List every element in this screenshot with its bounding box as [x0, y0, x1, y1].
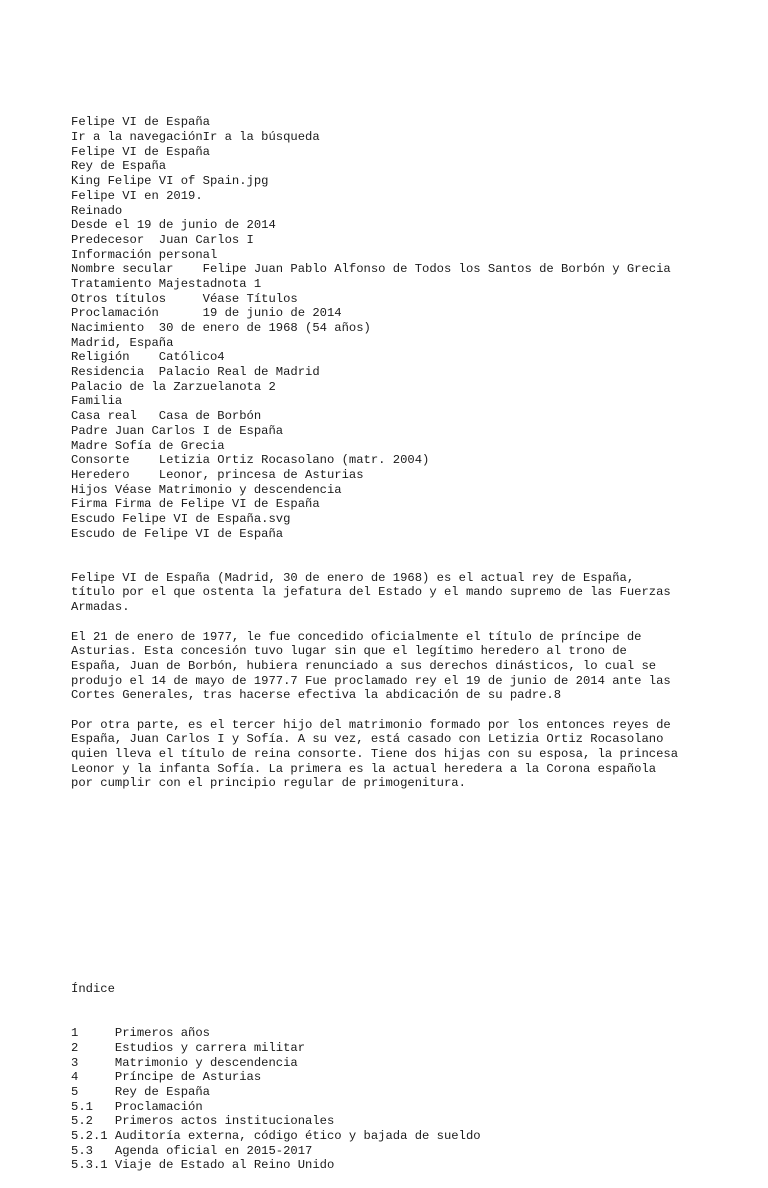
text-line: Casa real Casa de Borbón [71, 409, 262, 424]
paragraph [71, 718, 728, 791]
index-item[interactable]: 5.1 Proclamación [71, 1099, 203, 1114]
text-line: Reinado [71, 203, 123, 218]
paragraph-line: Leonor y la infanta Sofía. La primera es la actual heredera a la Corona española [71, 761, 657, 776]
paragraph-line: Felipe VI de España (Madrid, 30 de enero de 1968) es el actual rey de España, [71, 570, 635, 585]
index-item[interactable]: 5 Rey de España [71, 1085, 210, 1099]
paragraph-line: Por otra parte, es el tercer hijo del matrimonio formado por los entonces reyes de [71, 717, 671, 732]
text-line: Ir a la navegaciónIr a la búsqueda [71, 130, 320, 145]
text-line: Religión Católico4 [71, 350, 225, 365]
text-line: Padre Juan Carlos I de España [71, 423, 284, 438]
index-item[interactable]: 5.2.1 Auditoría externa, código ético y bajada de sueldo [71, 1129, 481, 1144]
index-item[interactable]: 4 Príncipe de Asturias [71, 1070, 262, 1085]
text-line: Tratamiento Majestadnota 1 [71, 276, 262, 291]
index-item[interactable]: 5.3 Agenda oficial en 2015-2017 [71, 1143, 313, 1158]
text-line: Escudo de Felipe VI de España [71, 526, 284, 541]
text-line: Madrid, España [71, 335, 174, 350]
paragraph [71, 571, 728, 615]
text-line: Consorte Letizia Ortiz Rocasolano (matr. 2004) [71, 453, 430, 468]
paragraph-line: produjo el 14 de mayo de 1977.7 Fue proclamado rey el 19 de junio de 2014 ante las [71, 673, 671, 688]
text-line: Hijos Véase Matrimonio y descendencia [71, 482, 342, 497]
paragraph-line: España, Juan de Borbón, hubiera renunciado a sus derechos dinásticos, lo cual se [71, 658, 657, 673]
text-line: Otros títulos Véase Títulos [71, 291, 298, 306]
text-line: King Felipe VI of Spain.jpg [71, 174, 269, 189]
table-of-contents [71, 953, 728, 1173]
paragraph-line: Cortes Generales, tras hacerse efectiva la abdicación de su padre.8 [71, 688, 562, 703]
paragraph-line: España, Juan Carlos I y Sofía. A su vez, está casado con Letizia Ortiz Rocasolano [71, 732, 664, 747]
text-line: Residencia Palacio Real de Madrid [71, 365, 320, 380]
text-line: Heredero Leonor, princesa de Asturias [71, 467, 364, 482]
text-line: Felipe VI de España [71, 144, 210, 159]
index-title: Índice [71, 982, 115, 997]
text-line: Madre Sofía de Grecia [71, 438, 225, 453]
article-body [71, 571, 728, 791]
paragraph-line: Asturias. Esta concesión tuvo lugar sin que el legítimo heredero al trono de [71, 644, 627, 659]
paragraph [71, 630, 728, 703]
text-line: Predecesor Juan Carlos I [71, 232, 254, 247]
infobox-text-block [71, 115, 728, 541]
text-line: Rey de España [71, 159, 167, 174]
text-line: Palacio de la Zarzuelanota 2 [71, 379, 276, 394]
paragraph-line: por cumplir con el principio regular de primogenitura. [71, 776, 466, 791]
paragraph-line: El 21 de enero de 1977, le fue concedido oficialmente el título de príncipe de [71, 629, 642, 644]
text-line: Escudo Felipe VI de España.svg [71, 511, 291, 526]
paragraph-line: Armadas. [71, 600, 130, 615]
index-item[interactable]: 5.3.1 Viaje de Estado al Reino Unido [71, 1158, 335, 1173]
text-line: Nombre secular Felipe Juan Pablo Alfonso de Todos los Santos de Borbón y Grecia [71, 262, 671, 277]
text-line: Felipe VI en 2019. [71, 188, 203, 203]
text-line: Felipe VI de España [71, 115, 210, 130]
paragraph-line: quien lleva el título de reina consorte. Tiene dos hijas con su esposa, la princesa [71, 747, 679, 761]
text-line: Información personal [71, 247, 218, 262]
index-item[interactable]: 3 Matrimonio y descendencia [71, 1055, 298, 1070]
index-item[interactable]: 5.2 Primeros actos institucionales [71, 1114, 335, 1129]
index-item[interactable]: 1 Primeros años [71, 1026, 210, 1041]
text-line: Familia [71, 394, 123, 409]
index-item[interactable]: 2 Estudios y carrera militar [71, 1040, 306, 1055]
text-line: Nacimiento 30 de enero de 1968 (54 años) [71, 321, 371, 336]
text-line: Firma Firma de Felipe VI de España [71, 497, 320, 512]
text-line: Desde el 19 de junio de 2014 [71, 218, 276, 233]
text-line: Proclamación 19 de junio de 2014 [71, 306, 342, 321]
paragraph-line: título por el que ostenta la jefatura del Estado y el mando supremo de las Fuerzas [71, 585, 671, 600]
